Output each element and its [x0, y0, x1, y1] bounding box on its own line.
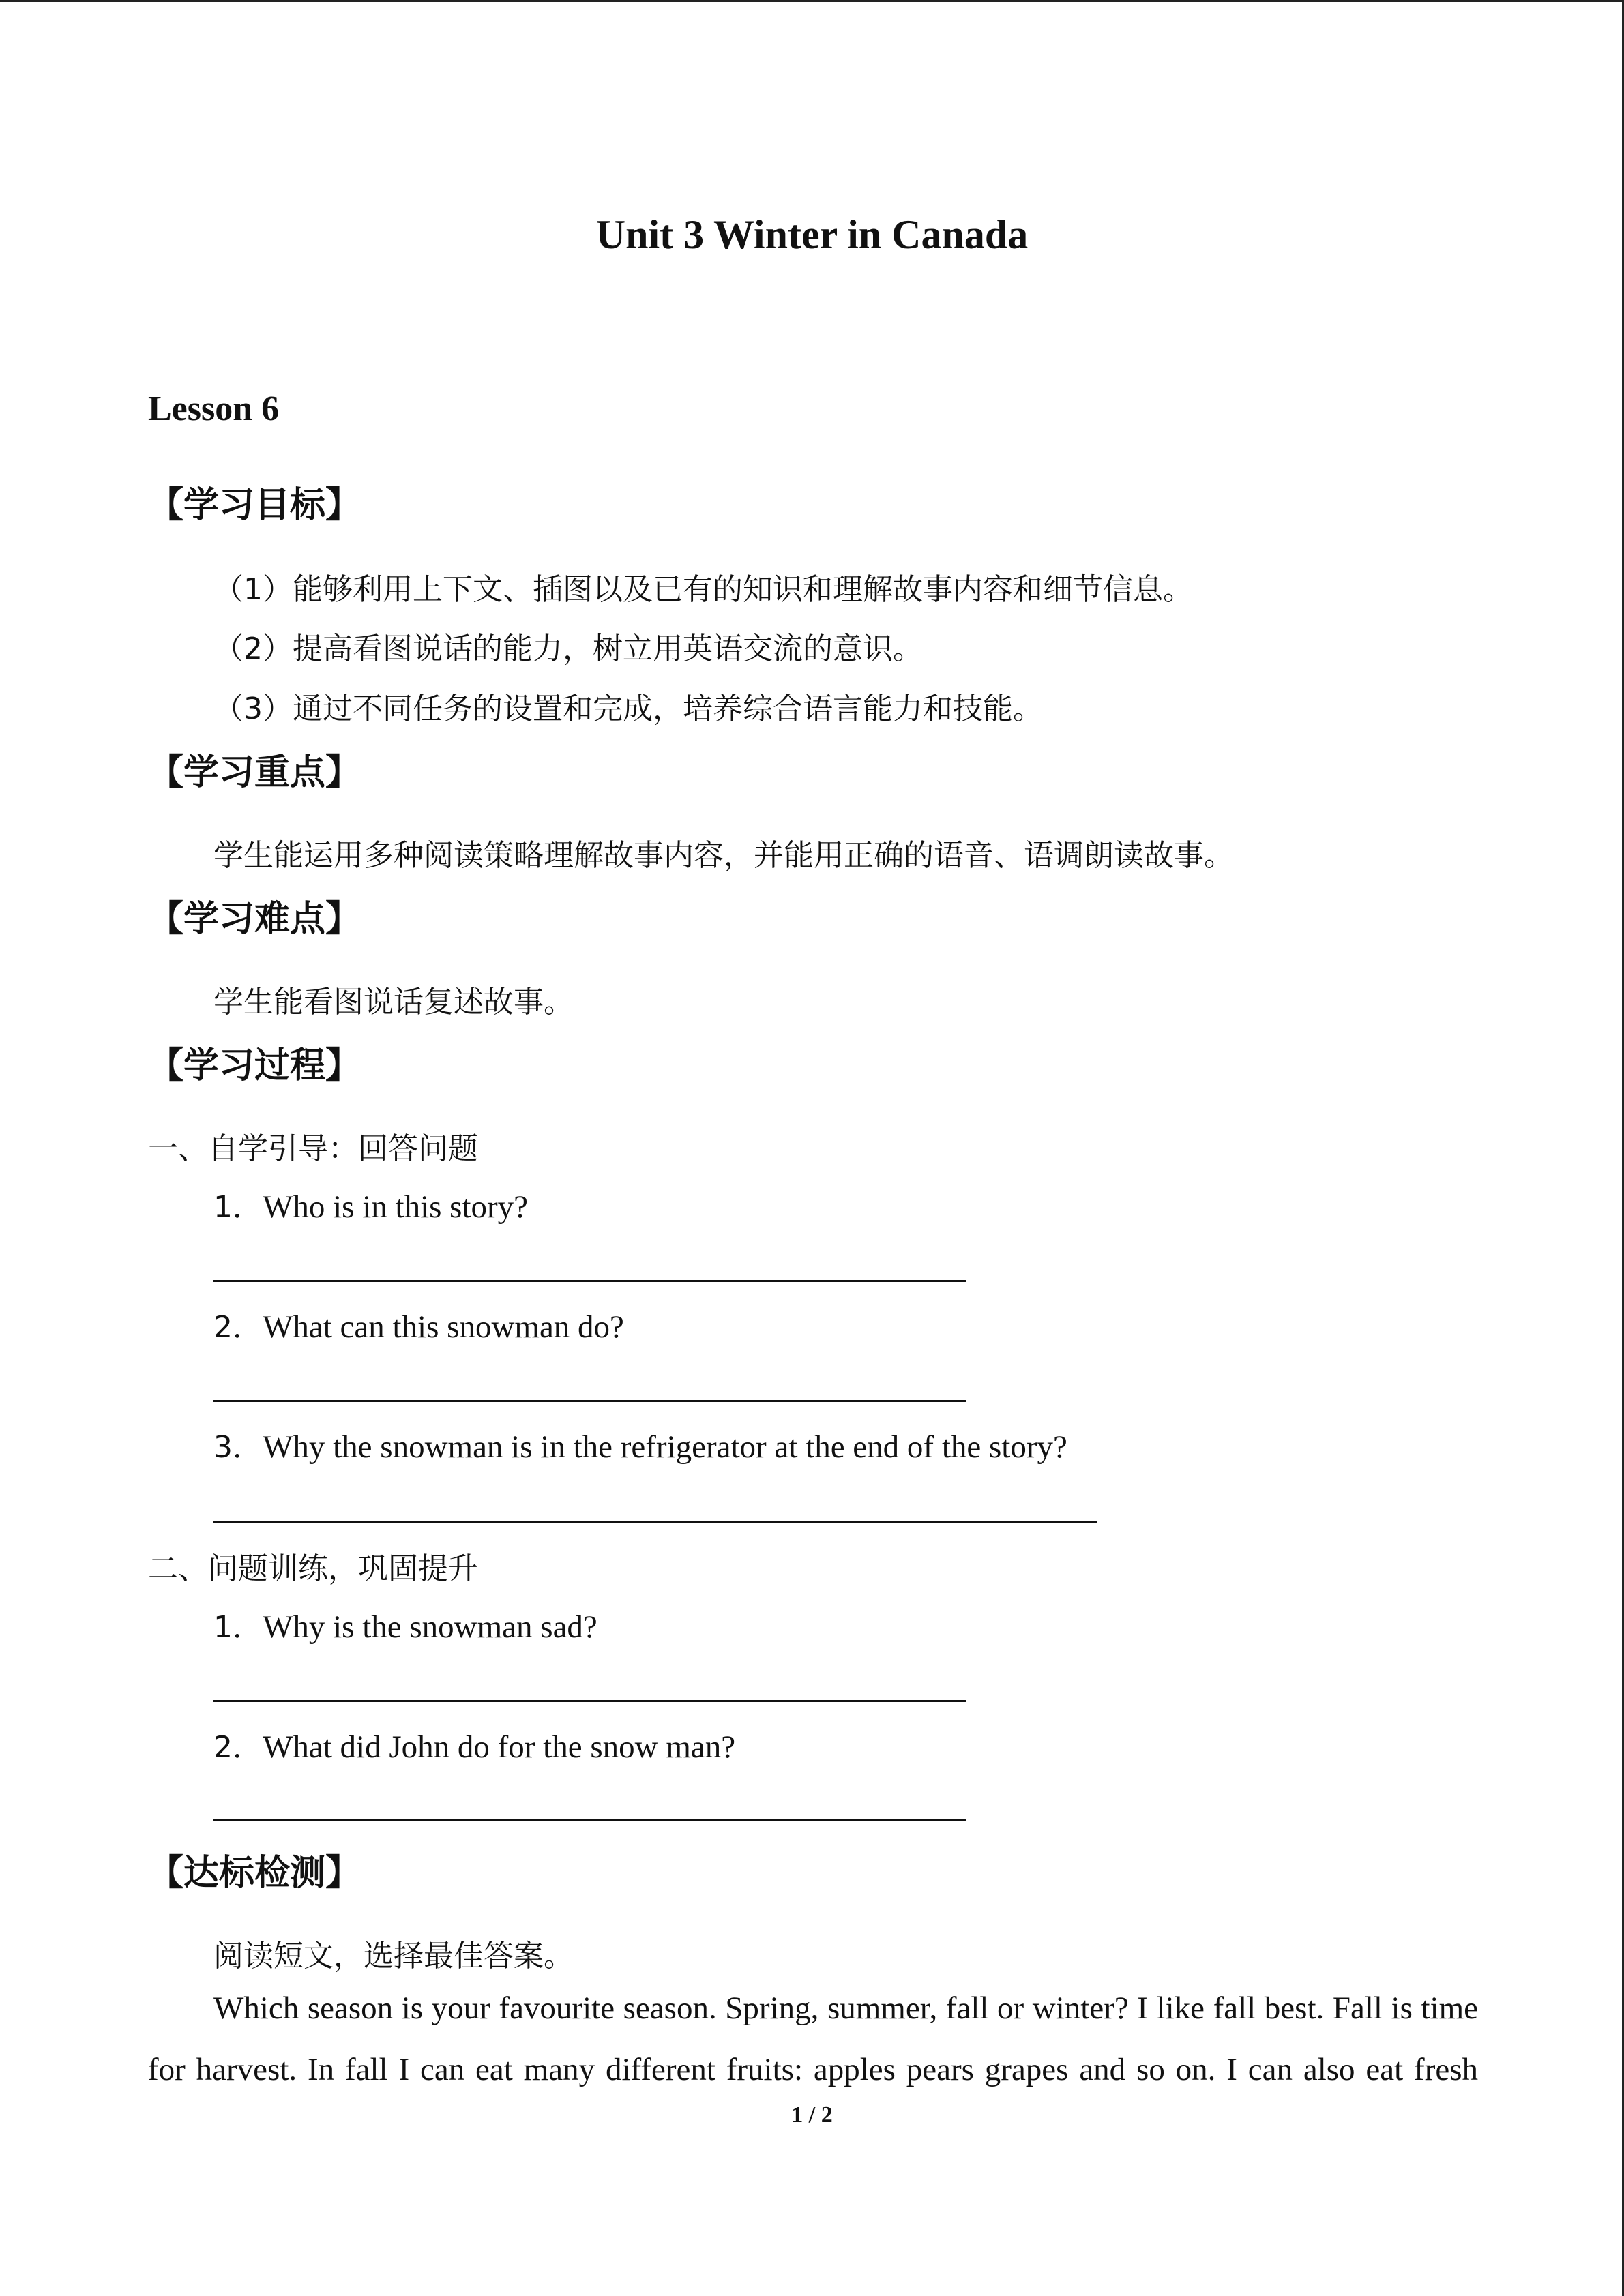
document-title: Unit 3 Winter in Canada — [595, 212, 1029, 257]
question-text: Who is in this story? — [263, 1189, 529, 1225]
answer-line[interactable] — [213, 1400, 966, 1402]
question-number: 1． — [213, 1190, 263, 1225]
passage-line-1: Which season is your favourite season. Spring, summer, fall or winter? I like fall best. Fall is time — [213, 1991, 1478, 2026]
objective-item-2: （2）提高看图说话的能力，树立用英语交流的意识。 — [213, 631, 923, 666]
question-text: Why the snowman is in the refrigerator at the end of the story? — [263, 1429, 1067, 1465]
part2-title: 二、问题训练，巩固提升 — [148, 1551, 478, 1586]
question-number: 3． — [213, 1430, 263, 1465]
objective-item-1: （1）能够利用上下文、插图以及已有的知识和理解故事内容和细节信息。 — [213, 572, 1193, 607]
difficulties-text: 学生能看图说话复述故事。 — [213, 985, 574, 1019]
objective-item-3: （3）通过不同任务的设置和完成，培养综合语言能力和技能。 — [213, 691, 1043, 726]
part1-question-2 — [213, 1302, 624, 1346]
assessment-heading: 【达标检测】 — [148, 1853, 361, 1894]
page-indicator: 1 / 2 — [791, 2102, 833, 2128]
question-number: 2． — [213, 1730, 263, 1765]
difficulties-heading: 【学习难点】 — [148, 899, 361, 940]
passage-line-2: for harvest. In fall I can eat many different fruits: apples pears grapes and so on. I can also eat fresh — [148, 2052, 1478, 2087]
key-points-text: 学生能运用多种阅读策略理解故事内容，并能用正确的语音、语调朗读故事。 — [213, 838, 1234, 873]
part2-question-1 — [213, 1602, 597, 1646]
assessment-instruction: 阅读短文，选择最佳答案。 — [213, 1939, 574, 1973]
question-text: Why is the snowman sad? — [263, 1609, 597, 1645]
question-text: What can this snowman do? — [263, 1309, 624, 1345]
question-number: 2． — [213, 1310, 263, 1345]
answer-line[interactable] — [213, 1521, 1097, 1523]
answer-line[interactable] — [213, 1280, 966, 1282]
answer-line[interactable] — [213, 1819, 966, 1821]
objectives-heading: 【学习目标】 — [148, 485, 361, 526]
part1-question-3 — [213, 1422, 1067, 1466]
part2-question-2 — [213, 1723, 735, 1766]
key-points-heading: 【学习重点】 — [148, 752, 361, 793]
page-border-top — [0, 0, 1624, 2]
answer-line[interactable] — [213, 1700, 966, 1702]
lesson-heading: Lesson 6 — [148, 389, 280, 428]
question-number: 1． — [213, 1610, 263, 1645]
question-text: What did John do for the snow man? — [263, 1729, 736, 1765]
part1-title: 一、自学引导：回答问题 — [148, 1131, 478, 1166]
process-heading: 【学习过程】 — [148, 1045, 361, 1086]
part1-question-1 — [213, 1182, 528, 1226]
